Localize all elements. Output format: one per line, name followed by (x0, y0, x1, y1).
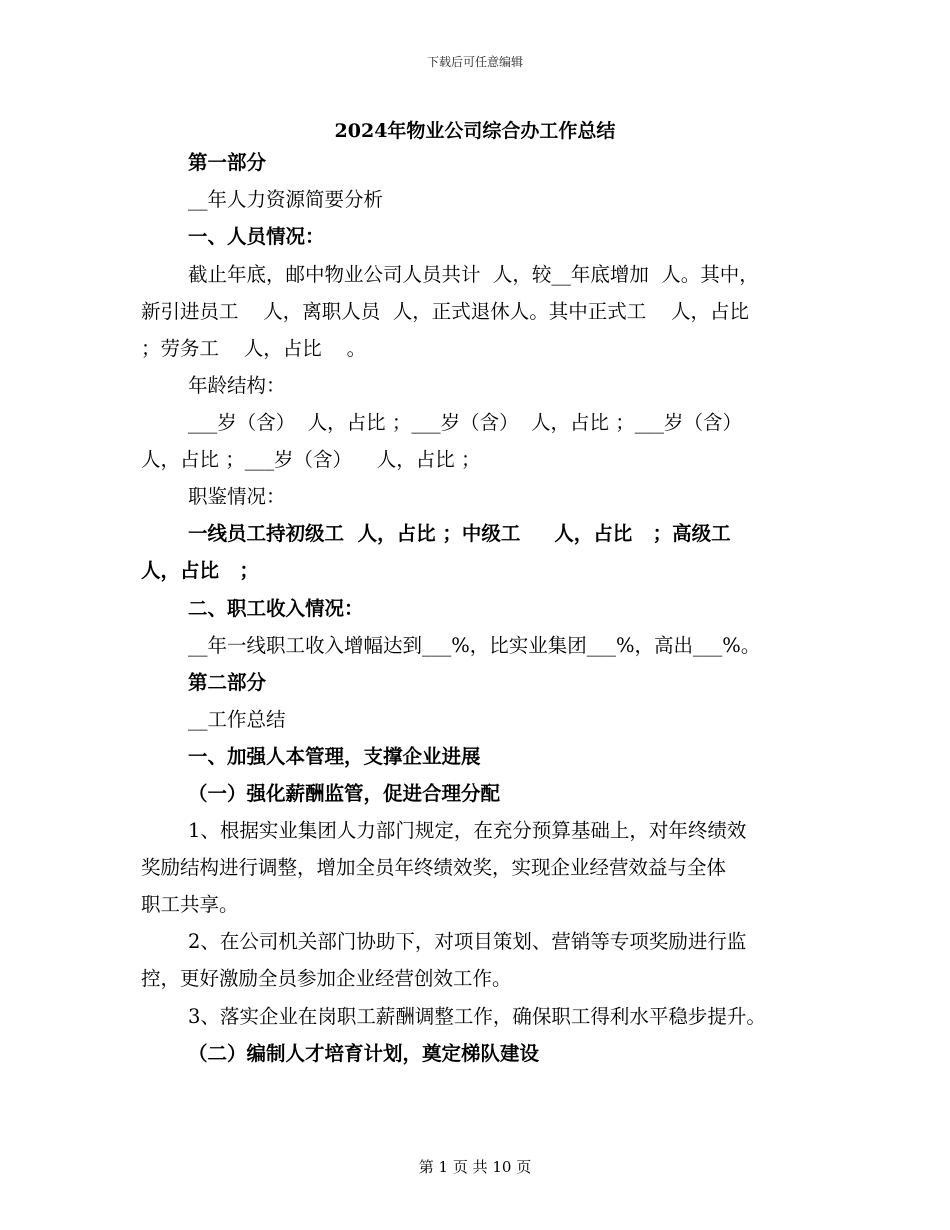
paragraph-line: 人，占比 ； (141, 559, 259, 582)
paragraph-line: 人，占比 ；___岁（含） 人，占比 ； (141, 448, 481, 471)
paragraph-line: 3、落实企业在岗职工薪酬调整工作，确保职工得利水平稳步提升。 (188, 1005, 766, 1028)
staff-section-heading: 一、人员情况： (188, 225, 325, 248)
document-title: 2024年物业公司综合办工作总结 (334, 120, 616, 142)
paragraph-line: 截止年底，邮中物业公司人员共计 人，较__年底增加 人。其中， (188, 263, 759, 286)
paragraph-line: ；劳务工 人，占比 。 (141, 337, 367, 360)
page-footer: 第 1 页 共 10 页 (418, 1158, 532, 1176)
subsection-heading: （二）编制人才培育计划，奠定梯队建设 (188, 1042, 540, 1065)
age-structure-label: 年龄结构： (188, 374, 286, 397)
paragraph-line: 奖励结构进行调整，增加全员年终绩效奖，实现企业经营效益与全体 (141, 856, 727, 879)
paragraph-line: 职工共享。 (141, 893, 239, 916)
header-note: 下载后可任意编辑 (426, 55, 523, 69)
part-one-heading: 第一部分 (188, 151, 267, 174)
paragraph-line: 一线员工持初级工 人，占比 ；中级工 人，占比 ；高级工 (188, 522, 731, 545)
paragraph-line: 1、根据实业集团人力部门规定，在充分预算基础上，对年终绩效 (188, 819, 747, 842)
section-heading: 一、加强人本管理，支撑企业进展 (188, 745, 481, 768)
paragraph-line: 新引进员工 人，离职人员 人，正式退休人。其中正式工 人，占比 (141, 300, 749, 323)
hr-analysis-subtitle: __年人力资源简要分析 (188, 188, 384, 211)
paragraph-line: 2、在公司机关部门协助下，对项目策划、营销等专项奖励进行监 (188, 930, 747, 953)
paragraph-line: __年一线职工收入增幅达到___%，比实业集团___%，高出___%。 (188, 634, 761, 657)
skill-appraisal-label: 职鉴情况： (188, 485, 286, 508)
paragraph-line: 控，更好激励全员参加企业经营创效工作。 (141, 967, 512, 990)
paragraph-line: ___岁（含） 人，占比 ；___岁（含） 人，占比 ；___岁（含） (188, 411, 742, 434)
subsection-heading: （一）强化薪酬监管，促进合理分配 (188, 782, 501, 805)
part-two-heading: 第二部分 (188, 671, 267, 694)
work-summary-subtitle: __工作总结 (188, 708, 286, 731)
income-section-heading: 二、职工收入情况： (188, 597, 364, 620)
